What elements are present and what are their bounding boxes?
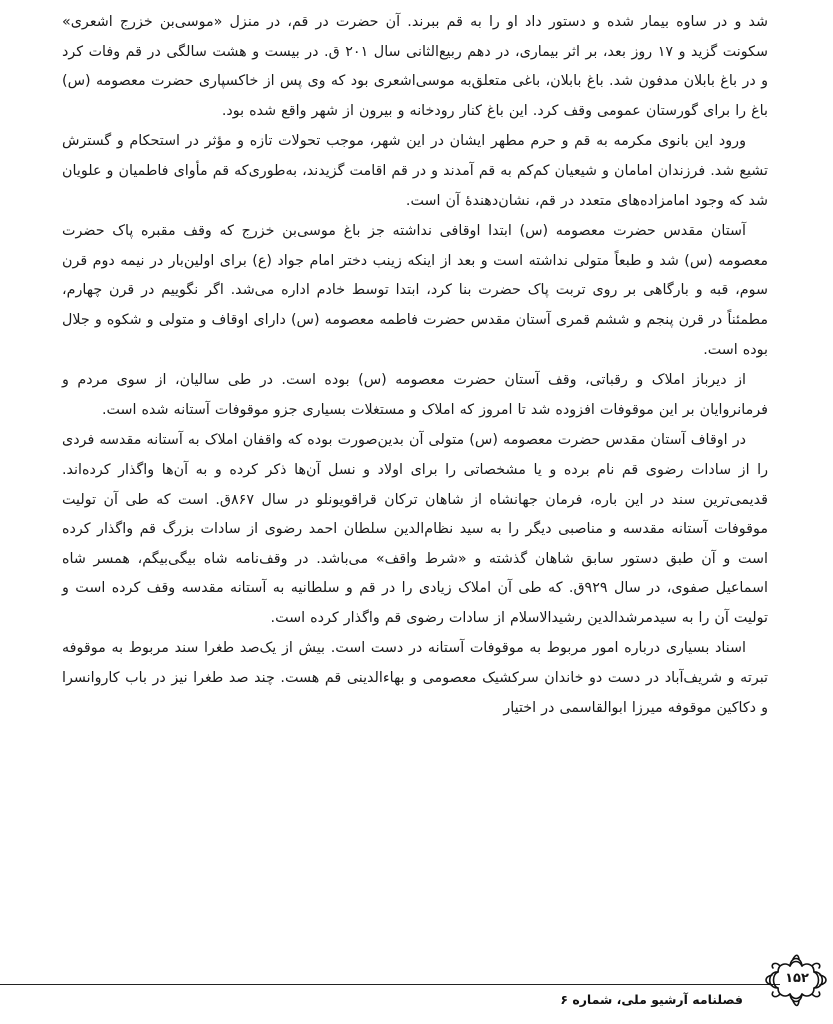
footer-divider: [0, 984, 780, 985]
paragraph-2: ورود این بانوی مکرمه به قم و حرم مطهر ایشان در این شهر، موجب تحولات تازه و مؤثر در استحکام و گسترش تشیع شد. فرزندان امامان و شیعیان کم‌کم به قم آمدند و در قم اقامت گزیدند، به‌طوری‌که قم مأوای فاطمیان و علویان شد که وجود امامزاده‌های متعدد در قم، نشان‌دهندهٔ آن است.: [62, 133, 768, 209]
page-number: ۱۵۲: [785, 971, 809, 986]
paragraph-6: اسناد بسیاری درباره امور مربوط به موقوفات آستانه در دست است. بیش از یک‌صد طغرا سند مربوط به موقوفه تبرته و شریف‌آباد در دست دو خاندان سرکشیک معصومی و بهاءالدینی قم هست. چند صد طغرا نیز در باب کاروانسرا و دکاکین موقوفه میرزا ابوالقاسمی در اختیار: [62, 640, 768, 716]
paragraph-4: از دیرباز املاک و رقباتی، وقف آستان حضرت معصومه (س) بوده است. در طی سالیان، از سوی مردم و فرمانروایان بر این موقوفات افزوده شد تا امروز که املاک و مستغلات بسیاری جزو موقوفات آستانه شده است.: [62, 372, 768, 418]
paragraph-5: در اوقاف آستان مقدس حضرت معصومه (س) متولی آن بدین‌صورت بوده که واقفان املاک به آستانه مقدسه فردی را از سادات رضوی قم نام برده و یا مشخصاتی را برای اولاد و نسل آن‌ها ذکر کرده و به آن‌ها واگذار کرده‌اند. قدیمی‌ترین سند در این باره، فرمان جهانشاه از شاهان ترکان قراقویونلو در سال ۸۶۷ق. است که طی آن تولیت موقوفات آستانه مقدسه و مناصبی دیگر را به سید نظام‌الدین سلطان احمد رضوی از سادات بزرگ قم واگذار کرده است و آن طبق دستور سابق شاهان گذشته و «شرط واقف» می‌باشد. در وقف‌نامه شاه بیگی‌بیگم، همسر شاه اسماعیل صفوی، در سال ۹۲۹ق. که طی آن املاک زیادی را در قم و سلطانیه به آستانه مقدسه وقف کرده است و تولیت آن را به سیدمرشدالدین رشیدالاسلام از سادات رضوی قم واگذار کرده است.: [62, 432, 768, 626]
paragraph-3: آستان مقدس حضرت معصومه (س) ابتدا اوقافی نداشته جز باغ موسی‌بن خزرج که وقف مقبره پاک حضرت معصومه (س) شد و طبعاً متولی نداشته است و بعد از اینکه زینب دختر امام جواد (ع) برای اولین‌بار در نیمه دوم قرن سوم، قبه و بارگاهی بر روی تربت پاک حضرت بنا کرد، ابتدا توسط خادم اداره می‌شد. اگر نگوییم در قرن چهارم، مطمئناً در قرن پنجم و ششم قمری آستان مقدس حضرت فاطمه معصومه (س) دارای اوقاف و متولی و شکوه و جلال بوده است.: [62, 223, 768, 358]
document-body: [62, 8, 768, 723]
paragraph-1: شد و در ساوه بیمار شده و دستور داد او را به قم ببرند. آن حضرت در قم، در منزل «موسی‌بن خزرج اشعری» سکونت گزید و ۱۷ روز بعد، بر اثر بیماری، در دهم ربیع‌الثانی سال ۲۰۱ ق. در بیست و هشت سالگی در قم وفات کرد و در باغ بابلان مدفون شد. باغ بابلان، باغی متعلق‌به موسی‌اشعری بود که وی پس از خاکسپاری حضرت معصومه (س) باغ را برای گورستان عمومی وقف کرد. این باغ کنار رودخانه و بیرون از شهر واقع شده بود.: [62, 14, 768, 119]
journal-title: فصلنامه آرشیو ملی، شماره ۶: [560, 992, 743, 1007]
